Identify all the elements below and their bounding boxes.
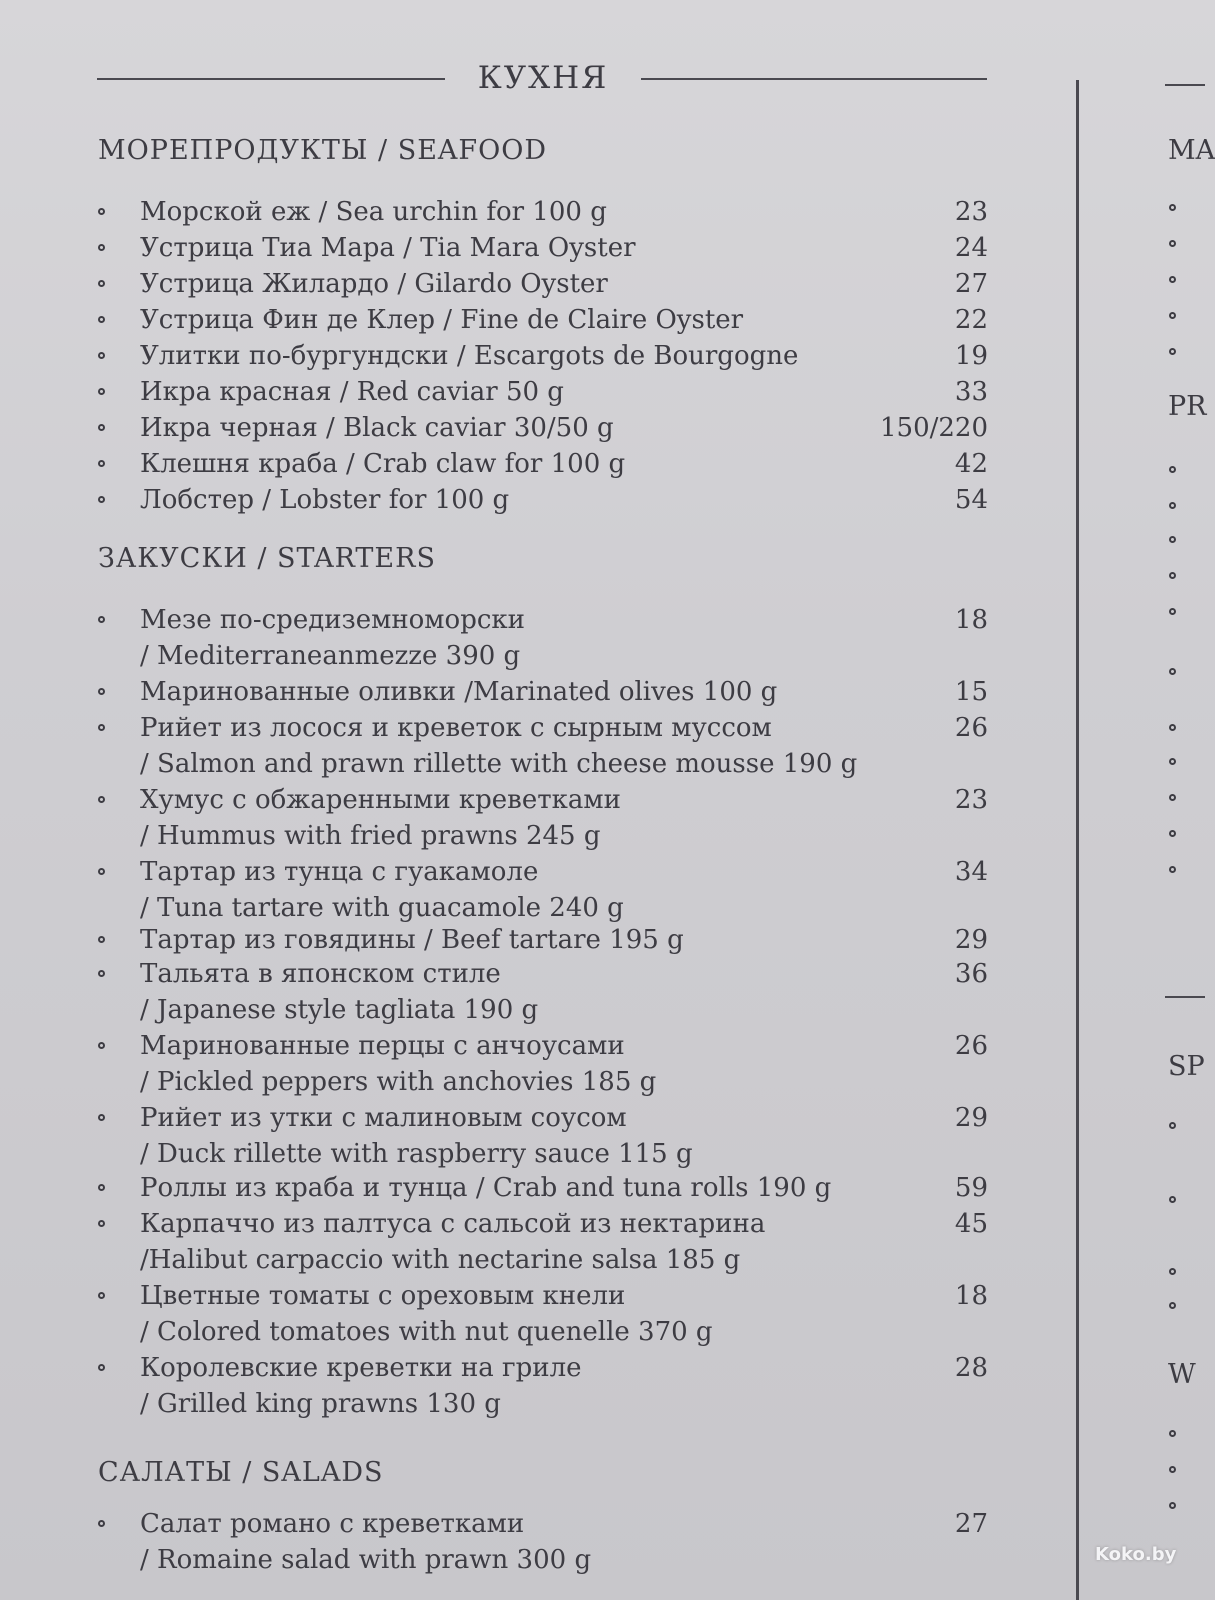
right-section-title: PR [1168,391,1207,422]
menu-item [98,374,988,410]
item-price: 45 [954,1209,988,1239]
item-name: Рийет из утки с малиновым соусом [140,1103,627,1133]
bullet-icon [1169,1430,1176,1437]
menu-item [98,782,988,854]
menu-item [98,446,988,482]
bullet-icon [98,936,105,943]
column-divider [1076,80,1079,1600]
item-name: Устрица Жилардо / Gilardo Oyster [140,269,608,299]
bullet-icon [1169,312,1176,319]
menu-item [98,302,988,338]
item-price: 27 [954,1509,988,1539]
right-mid-rule [1165,996,1205,998]
right-section-title: MA [1168,135,1215,166]
right-section-title: SP [1168,1051,1205,1082]
item-name: Маринованные оливки /Marinated olives 100 g [140,677,778,707]
bullet-icon [98,1114,105,1121]
item-name: Королевские креветки на гриле [140,1353,582,1383]
item-name-translation: / Hummus with fried prawns 245 g [140,821,601,851]
menu-item [98,674,988,710]
menu-item [98,482,988,518]
bullet-icon [98,1292,105,1299]
bullet-icon [98,1220,105,1227]
item-price: 22 [954,305,988,335]
bullet-icon [98,1184,105,1191]
bullet-icon [98,208,105,215]
bullet-icon [1169,668,1176,675]
item-name-translation: / Duck rillette with raspberry sauce 115 g [140,1139,693,1169]
bullet-icon [98,616,105,623]
bullet-icon [98,496,105,503]
item-name-translation: / Mediterraneanmezze 390 g [140,641,521,671]
item-price: 34 [954,857,988,887]
bullet-icon [1169,1302,1176,1309]
item-price: 54 [954,485,988,515]
bullet-icon [1169,572,1176,579]
item-name-translation: / Grilled king prawns 130 g [140,1389,501,1419]
item-name: Устрица Фин де Клер / Fine de Claire Oyster [140,305,744,335]
menu-item [98,1206,988,1278]
item-price: 24 [954,233,988,263]
item-price: 19 [954,341,988,371]
menu-item [98,194,988,230]
menu-item [98,266,988,302]
bullet-icon [98,1042,105,1049]
menu-item [98,1350,988,1422]
bullet-icon [1169,536,1176,543]
item-price: 42 [954,449,988,479]
bullet-icon [98,688,105,695]
item-price: 18 [954,1281,988,1311]
bullet-icon [98,280,105,287]
item-price: 15 [954,677,988,707]
bullet-icon [98,316,105,323]
bullet-icon [98,868,105,875]
item-name-translation: / Salmon and prawn rillette with cheese mousse 190 g [140,749,858,779]
item-name: Морской еж / Sea urchin for 100 g [140,197,607,227]
bullet-icon [98,352,105,359]
item-price: 18 [954,605,988,635]
bullet-icon [1169,466,1176,473]
item-price: 26 [954,713,988,743]
right-header-rule [1165,84,1205,86]
item-name-translation: / Tuna tartare with guacamole 240 g [140,893,624,923]
item-name: Цветные томаты с ореховым кнели [140,1281,626,1311]
item-price: 29 [954,925,988,955]
menu-item [98,338,988,374]
bullet-icon [1169,348,1176,355]
bullet-icon [98,424,105,431]
menu-item [98,1278,988,1350]
menu-item [98,1028,988,1100]
item-name: Салат романо с креветками [140,1509,525,1539]
menu-item [98,956,988,1028]
item-price: 29 [954,1103,988,1133]
bullet-icon [98,1520,105,1527]
bullet-icon [98,388,105,395]
bullet-icon [1169,276,1176,283]
header-rule-right [641,78,987,80]
menu-title: КУХНЯ [477,60,609,96]
bullet-icon [1169,502,1176,509]
item-name: Тальята в японском стиле [140,959,501,989]
header-rule-left [97,78,445,80]
section-title: МОРЕПРОДУКТЫ / SEAFOOD [98,135,548,166]
bullet-icon [98,796,105,803]
item-price: 150/220 [879,413,988,443]
menu-item [98,410,988,446]
item-name: Роллы из краба и тунца / Crab and tuna rolls 190 g [140,1173,832,1203]
bullet-icon [98,244,105,251]
menu-item [98,602,988,674]
bullet-icon [1169,608,1176,615]
item-name: Мезе по-средиземноморски [140,605,525,635]
item-price: 59 [954,1173,988,1203]
section-title: ЗАКУСКИ / STARTERS [98,543,436,574]
bullet-icon [1169,1466,1176,1473]
item-name: Тартар из тунца с гуакамоле [140,857,539,887]
item-name: Улитки по-бургундски / Escargots de Bourgogne [140,341,799,371]
menu-item [98,1506,988,1578]
bullet-icon [98,460,105,467]
item-name: Лобстер / Lobster for 100 g [140,485,510,515]
item-name: Икра черная / Black caviar 30/50 g [140,413,614,443]
item-name: Тартар из говядины / Beef tartare 195 g [140,925,684,955]
item-name-translation: / Japanese style tagliata 190 g [140,995,539,1025]
item-price: 23 [954,785,988,815]
item-name: Икра красная / Red caviar 50 g [140,377,564,407]
bullet-icon [1169,830,1176,837]
item-price: 33 [954,377,988,407]
bullet-icon [1169,758,1176,765]
bullet-icon [1169,1502,1176,1509]
item-price: 36 [954,959,988,989]
menu-item [98,1100,988,1172]
bullet-icon [1169,204,1176,211]
menu-item [98,230,988,266]
menu-item [98,854,988,926]
item-name: Устрица Тиа Мара / Tia Mara Oyster [140,233,636,263]
bullet-icon [1169,794,1176,801]
item-price: 26 [954,1031,988,1061]
bullet-icon [98,724,105,731]
item-price: 28 [954,1353,988,1383]
item-name: Карпаччо из палтуса с сальсой из нектарина [140,1209,766,1239]
section-title: САЛАТЫ / SALADS [98,1457,384,1488]
right-column [1080,0,1215,1600]
item-name: Клешня краба / Crab claw for 100 g [140,449,626,479]
item-name-translation: / Romaine salad with prawn 300 g [140,1545,592,1575]
watermark-logo: Koko.by [1095,1544,1177,1565]
item-name: Маринованные перцы с анчоусами [140,1031,625,1061]
menu-header [97,58,987,98]
item-name: Хумус с обжаренными креветками [140,785,621,815]
bullet-icon [1169,240,1176,247]
bullet-icon [1169,1196,1176,1203]
bullet-icon [1169,866,1176,873]
item-price: 27 [954,269,988,299]
bullet-icon [1169,1268,1176,1275]
item-name-translation: / Pickled peppers with anchovies 185 g [140,1067,657,1097]
bullet-icon [98,1364,105,1371]
bullet-icon [98,970,105,977]
bullet-icon [1169,724,1176,731]
menu-item [98,1170,988,1206]
menu-item [98,922,988,958]
menu-item [98,710,988,782]
item-price: 23 [954,197,988,227]
bullet-icon [1169,1122,1176,1129]
item-name: Рийет из лосося и креветок с сырным муссом [140,713,772,743]
right-section-title: W [1168,1359,1196,1390]
item-name-translation: / Colored tomatoes with nut quenelle 370 g [140,1317,713,1347]
item-name-translation: /Halibut carpaccio with nectarine salsa 185 g [140,1245,741,1275]
